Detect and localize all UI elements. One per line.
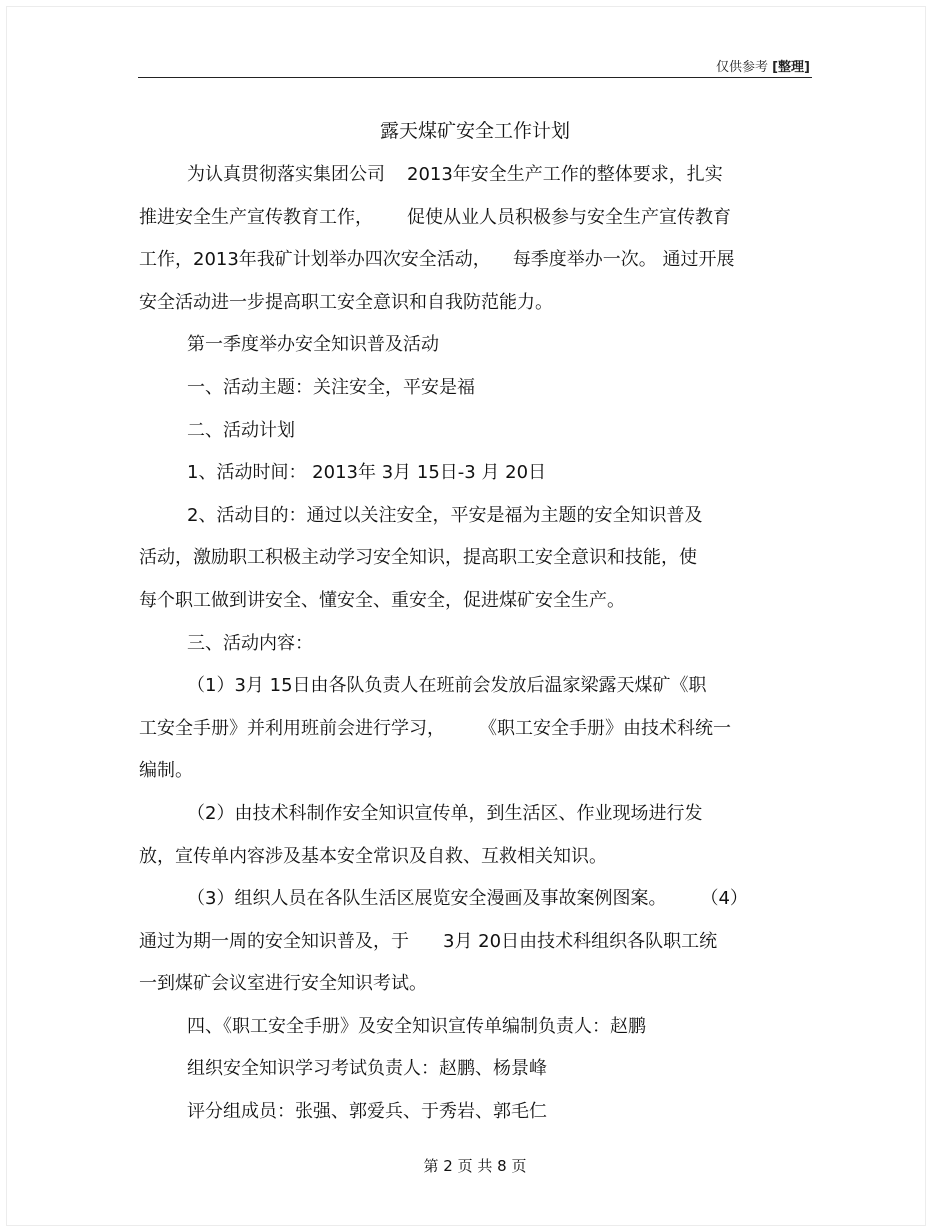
- item3-line-1a: （3）组织人员在各队生活区展览安全漫画及事故案例图案。: [187, 888, 667, 910]
- header-divider: [138, 77, 812, 78]
- intro-line-3a: 工作，2013年我矿计划举办四次安全活动，: [139, 249, 491, 271]
- document-body: [139, 154, 819, 1134]
- item3-line-2a: 通过为期一周的安全知识普及，于: [139, 930, 409, 952]
- item1-line-1: （1）3月 15日由各队负责人在班前会发放后温家梁露天煤矿《职: [187, 675, 707, 697]
- item1-line-2b: 《职工安全手册》由技术科统一: [479, 717, 731, 739]
- item3-line-2: [139, 921, 819, 964]
- intro-line-2: [139, 197, 819, 240]
- purpose-line-2: 活动，激励职工积极主动学习安全知识，提高职工安全意识和技能，使: [139, 547, 697, 569]
- intro-line-3b: 每季度举办一次。 通过开展: [512, 249, 735, 271]
- item3-line-2b: 3月 20日由技术科组织各队职工统: [443, 930, 718, 952]
- intro-line-3: [139, 239, 819, 282]
- intro-line-2a: 推进安全生产宣传教育工作，: [139, 206, 373, 228]
- purpose-line-3: 每个职工做到讲安全、懂安全、重安全，促进煤矿安全生产。: [139, 589, 625, 611]
- item2-line-1: （2）由技术科制作安全知识宣传单，到生活区、作业现场进行发: [187, 802, 703, 824]
- item3-line-1: [139, 878, 819, 921]
- intro-line-4: 安全活动进一步提高职工安全意识和自我防范能力。: [139, 291, 553, 313]
- purpose-line-1: 2、活动目的：通过以关注安全，平安是福为主题的安全知识普及: [187, 504, 703, 526]
- intro-line-2b: 促使从业人员积极参与安全生产宣传教育: [407, 206, 731, 228]
- activity-time: 1、活动时间： 2013年 3月 15日-3 月 20日: [187, 462, 547, 484]
- item3-line-1b: （4）: [700, 888, 748, 910]
- document-title: 露天煤矿安全工作计划: [379, 120, 570, 142]
- content-heading: 三、活动内容：: [187, 632, 313, 654]
- intro-line-1a: 为认真贯彻落实集团公司: [187, 164, 385, 185]
- q1-heading: 第一季度举办安全知识普及活动: [187, 334, 439, 356]
- header-tag: [整理]: [772, 60, 810, 75]
- responsible-exam: 组织安全知识学习考试负责人：赵鹏、杨景峰: [187, 1058, 547, 1080]
- activity-theme: 一、活动主题：关注安全，平安是福: [187, 376, 475, 398]
- intro-line-1b: 2013年安全生产工作的整体要求，扎实: [407, 164, 723, 185]
- header-note: [716, 56, 810, 75]
- responsible-editor: 四、《职工安全手册》及安全知识宣传单编制负责人：赵鹏: [187, 1015, 646, 1037]
- grading-members: 评分组成员：张强、郭爱兵、于秀岩、郭毛仁: [187, 1101, 547, 1123]
- intro-line-1: [139, 154, 819, 197]
- item1-line-2a: 工安全手册》并利用班前会进行学习，: [139, 717, 445, 739]
- item2-line-2: 放，宣传单内容涉及基本安全常识及自救、互救相关知识。: [139, 845, 607, 867]
- item1-line-3: 编制。: [139, 760, 193, 782]
- page-number: 第 2 页 共 8 页: [423, 1157, 527, 1175]
- item1-line-2: [139, 708, 819, 751]
- item3-line-3: 一到煤矿会议室进行安全知识考试。: [139, 973, 427, 995]
- header-note-text: 仅供参考: [715, 60, 768, 75]
- plan-heading: 二、活动计划: [187, 419, 295, 441]
